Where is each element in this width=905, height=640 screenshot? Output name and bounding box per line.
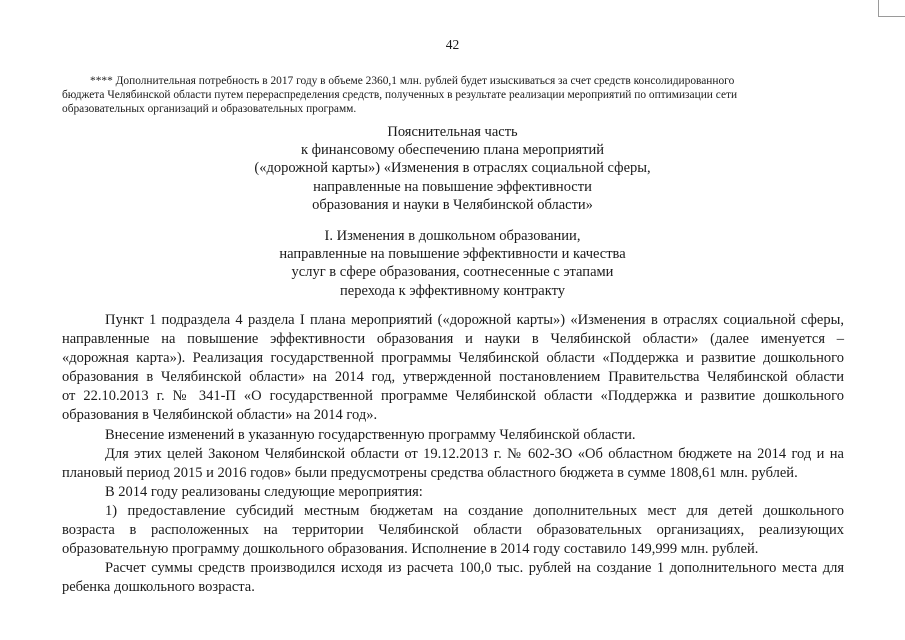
footnote-line: образовательных организаций и образовательных программ.: [62, 103, 357, 115]
title-line: («дорожной карты») «Изменения в отраслях социальной сферы,: [254, 160, 651, 177]
body-line: образовательную программу дошкольного образования. Исполнение в 2014 году составило 149,999 млн. рублей.: [62, 541, 759, 558]
title-line: направленные на повышение эффективности: [313, 178, 592, 195]
section-line: направленные на повышение эффективности и качества: [279, 246, 626, 263]
title-line: Пояснительная часть: [387, 124, 518, 140]
body-line: образования в Челябинской области» на 2014 год, утвержденной постановлением Правительства Челябинской области: [62, 369, 844, 386]
body-line: от 22.10.2013 г. № 341-П «О государственной программе Челябинской области «Поддержка и развитие дошкольного: [62, 388, 844, 405]
body-line: направленные на повышение эффективности образования и науки в Челябинской области» (далее именуется –: [62, 331, 844, 348]
body-text: [62, 311, 844, 597]
body-line: Расчет суммы средств производился исходя из расчета 100,0 тыс. рублей на создание 1 дополнительного места для: [105, 560, 844, 577]
body-line: 1) предоставление субсидий местным бюджетам на создание дополнительных мест для детей дошкольного: [105, 502, 844, 519]
body-line: плановый период 2015 и 2016 годов» были предусмотрены средства областного бюджета в сумме 1808,61 млн. рублей.: [62, 464, 798, 481]
section-line: I. Изменения в дошкольном образовании,: [324, 228, 581, 244]
footnote: [62, 74, 844, 116]
footnote-line: **** Дополнительная потребность в 2017 году в объеме 2360,1 млн. рублей будет изыскиваться за счет средств консолидированного: [90, 75, 735, 87]
body-line: ребенка дошкольного возраста.: [62, 579, 255, 596]
body-line: «дорожная карта»). Реализация государственной программы Челябинской области «Поддержка и развитие дошкольного: [62, 350, 844, 367]
body-line: образования в Челябинской области» на 2014 год».: [62, 407, 378, 424]
body-line: Пункт 1 подраздела 4 раздела I плана мероприятий («дорожной карты») «Изменения в отраслях социальной сферы,: [105, 312, 844, 328]
page-number: 42: [445, 37, 460, 52]
scan-corner-mark: [878, 0, 905, 17]
title-line: образования и науки в Челябинской области»: [312, 196, 593, 213]
section-heading: [0, 227, 905, 300]
body-line: Для этих целей Законом Челябинской области от 19.12.2013 г. № 602-ЗО «Об областном бюджете на 2014 год и на: [105, 445, 844, 462]
body-line: Внесение изменений в указанную государственную программу Челябинской области.: [105, 426, 636, 443]
explanatory-title: [0, 123, 905, 214]
footnote-line: бюджета Челябинской области путем перераспределения средств, полученных в результате реализации мероприятий по оптимизации сети: [62, 89, 738, 101]
section-line: услуг в сфере образования, соотнесенные с этапами: [291, 264, 614, 281]
title-line: к финансовому обеспечению плана мероприятий: [300, 142, 605, 159]
section-line: перехода к эффективному контракту: [340, 282, 565, 299]
body-line: В 2014 году реализованы следующие мероприятия:: [105, 483, 423, 500]
body-line: возраста в расположенных на территории Челябинской области образовательных организациях, реализующих: [62, 522, 844, 539]
